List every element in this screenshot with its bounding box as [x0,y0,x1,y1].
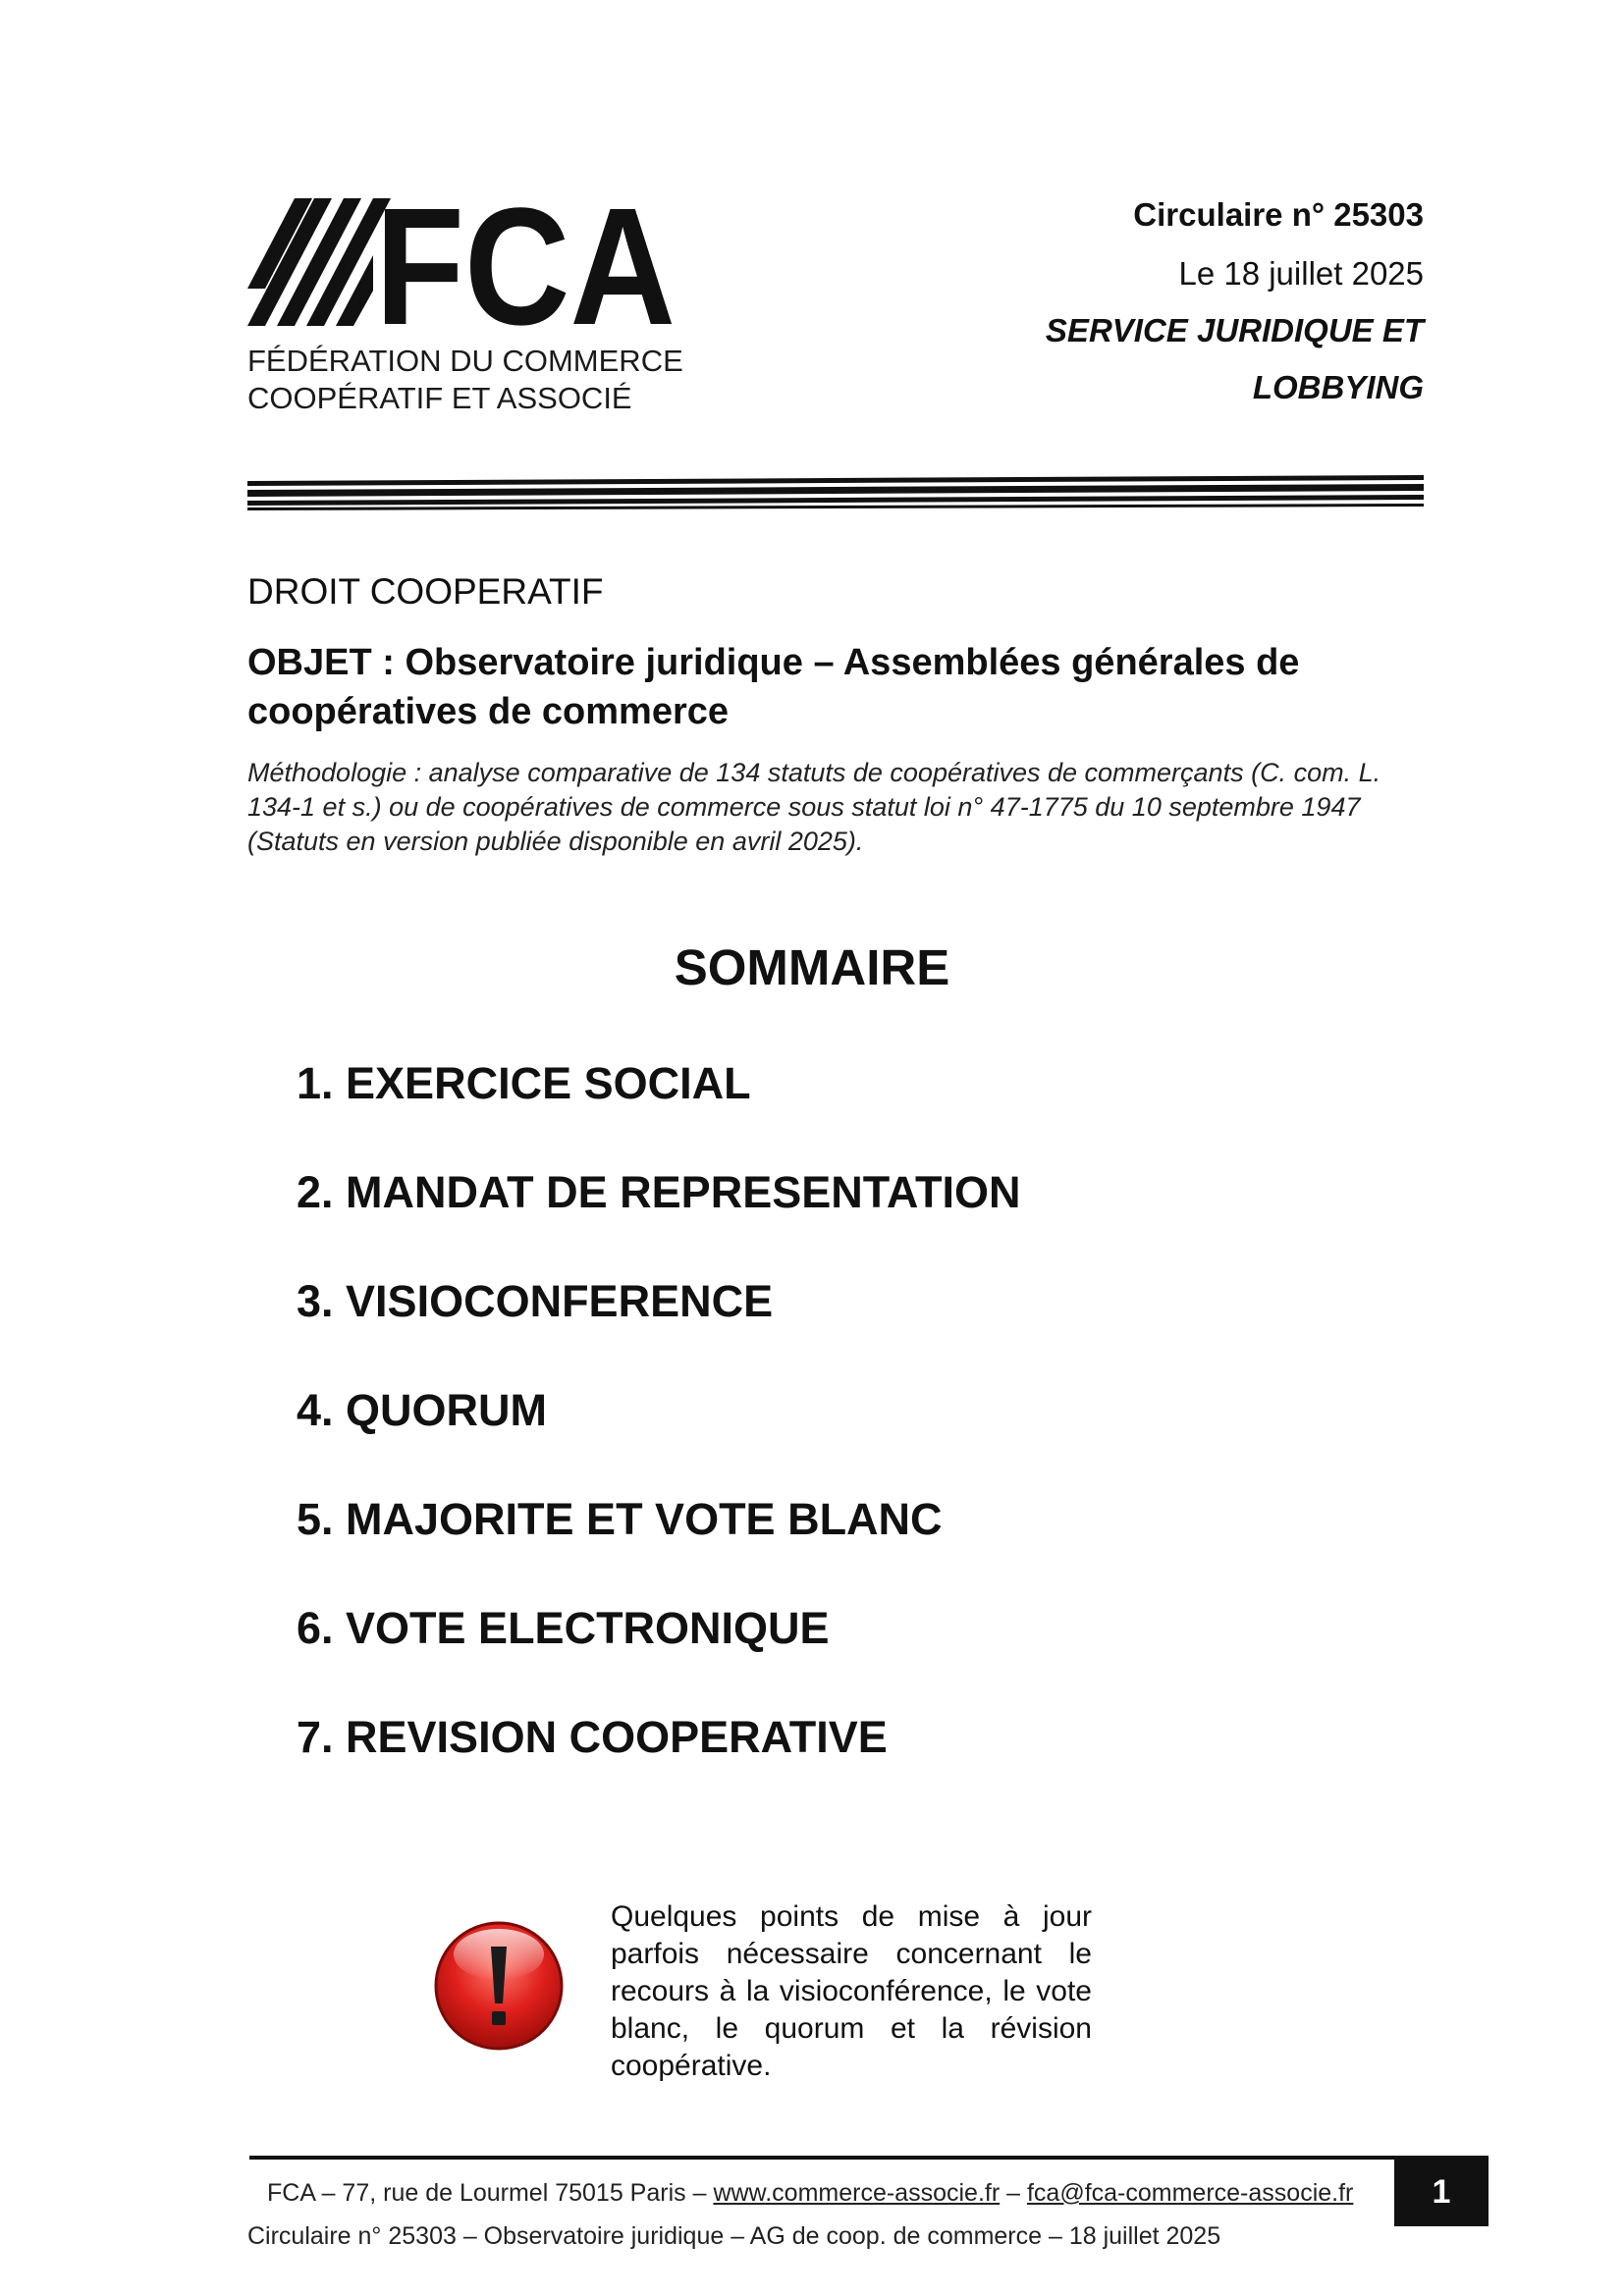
footer-reference: Circulaire n° 25303 – Observatoire juridique – AG de coop. de commerce – 18 juillet 2025 [247,2222,1221,2250]
logo-subtitle-line1: FÉDÉRATION DU COMMERCE [247,344,683,378]
toc-item: 1. EXERCICE SOCIAL [297,1058,751,1108]
fca-logo [247,198,683,415]
toc-item: 4. QUORUM [297,1385,548,1435]
service-name-line1: SERVICE JURIDIQUE ET [1045,312,1424,348]
circulaire-date: Le 18 juillet 2025 [1178,255,1424,292]
update-note: Quelques points de mise à jour parfois nécessaire concernant le recours à la visioconférence, le vote blanc, le quorum et la révision coopérative. [611,1900,1092,2082]
toc-item: 6. VOTE ELECTRONIQUE [297,1603,830,1653]
header-divider [247,471,1424,512]
page-number: 1 [1394,2158,1489,2226]
website-link[interactable]: www.commerce-associe.fr [713,2179,1001,2207]
fca-logo-mark [247,198,679,326]
sommaire-title: SOMMAIRE [674,939,950,995]
methodology-note: Méthodologie : analyse comparative de 134 statuts de coopératives de commerçants (C. com. L. 134-1 et s.) ou de coopératives de commerce sous statut loi n° 47-1775 du 10 septembre 1947 (Statuts en version publiée disponible en avril 2025). [247,758,1381,856]
toc-item: 5. MAJORITE ET VOTE BLANC [297,1494,943,1544]
toc-item: 3. VISIOCONFERENCE [297,1276,774,1326]
email-link[interactable]: fca@fca-commerce-associe.fr [1026,2179,1354,2207]
document-subject: OBJET : Observatoire juridique – Assemblées générales de coopératives de commerce [247,642,1300,732]
service-name-line2: LOBBYING [1252,369,1424,405]
toc-item: 2. MANDAT DE REPRESENTATION [297,1167,1021,1217]
document-category: DROIT COOPERATIF [247,571,604,612]
footer-address-text: FCA – 77, rue de Lourmel 75015 Paris – [267,2179,714,2207]
footer-divider [249,2156,1489,2160]
toc-item: 7. REVISION COOPERATIVE [297,1712,888,1762]
circulaire-number: Circulaire n° 25303 [1133,196,1424,233]
table-of-contents [297,1052,1021,1815]
footer-address [267,2179,1353,2208]
footer-separator: – [1000,2179,1027,2207]
logo-subtitle-line2: COOPÉRATIF ET ASSOCIÉ [247,381,632,415]
warning-icon [432,1919,566,2053]
logo-wordmark: FCA [375,198,676,326]
